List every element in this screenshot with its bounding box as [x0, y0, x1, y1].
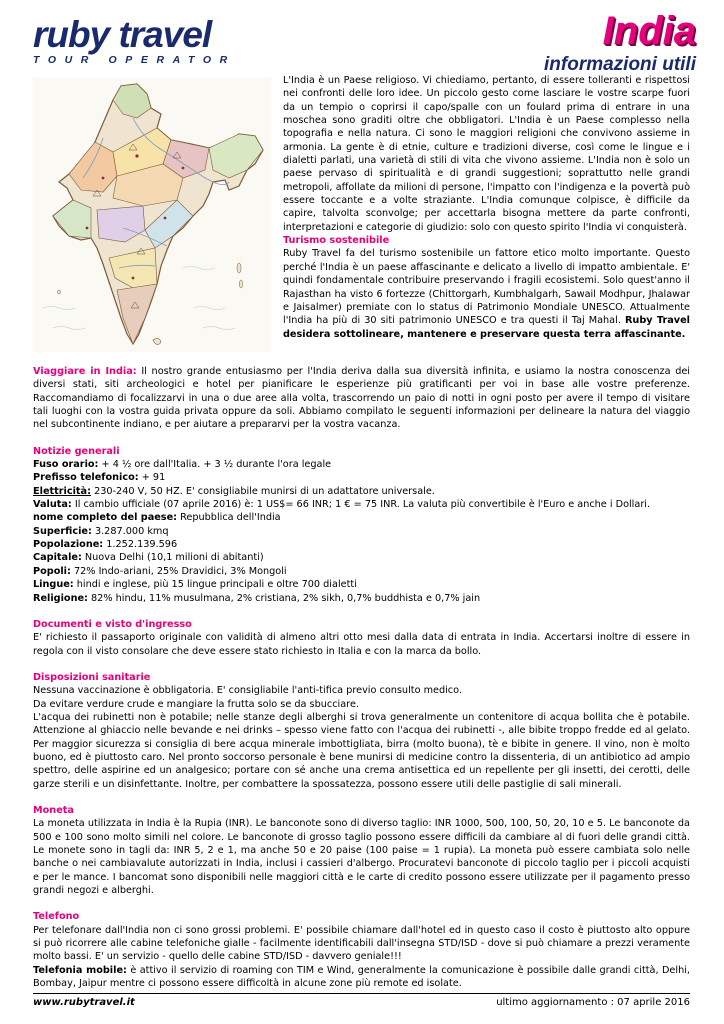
info-row — [33, 498, 690, 511]
sanitarie-heading: Disposizioni sanitarie — [33, 671, 151, 683]
info-row — [33, 485, 690, 498]
info-value: Repubblica dell'India — [177, 512, 281, 524]
info-row — [33, 471, 690, 484]
viaggiare-paragraph — [33, 365, 690, 432]
section-telefono — [33, 910, 690, 990]
viaggiare-text: Il nostro grande entusiasmo per l'India deriva dalla sua diversità infinita, e usiamo la nostra conoscenza dei diversi stati, siti archeologici e hotel per pianificare le esperienze più gratificanti per voi in base alle vostre preferenze. Raccomandiamo di focalizzarvi in una o due aree alla volta, trascorrendo un paio di notti in ogni posto per avere il tempo di visitare tali luoghi con la vostra guida privata oppure da soli. Abbiamo compilato le seguenti informazioni per delineare la natura del viaggio nel subcontinente indiano, e per aiutare a prepararvi per la vostra vacanza. — [33, 366, 691, 431]
logo-tagline: TOUR OPERATOR — [33, 54, 236, 66]
moneta-heading: Moneta — [33, 804, 74, 816]
info-value: 3.287.000 kmq — [91, 525, 169, 537]
mobile-label: Telefonia mobile: — [33, 964, 127, 976]
info-row — [33, 458, 690, 471]
sustainable-body: Ruby Travel fa del turismo sostenibile un fattore etico molto importante. Questo perché l'India è un paese affascinante e delicato a livello di impatto ambientale. E' quindi fondamentale contribuire preservando i fragili ecosistemi. Solo quest'anno il Rajasthan ha visto 6 fortezze (Chittorgarh, Kumbhalgarh, Sawail Modhpur, Jhalawar e Jaisalmer) premiate con lo status di Patrimonio Mondiale UNESCO. Attualmente l'India ha più di 30 siti patrimonio UNESCO e tra questi il Taj Mahal. — [283, 248, 690, 327]
info-row — [33, 538, 690, 551]
telefonia-mobile — [33, 964, 690, 991]
info-value: hindi e inglese, più 15 lingue principali e oltre 700 dialetti — [73, 579, 357, 591]
info-row — [33, 565, 690, 578]
info-label: Capitale: — [33, 552, 82, 564]
info-row — [33, 551, 690, 564]
ruby-travel-logo — [33, 16, 248, 68]
sustainable-bold: Ruby Travel desidera sottolineare, mantenere e preservare questa terra affascinante. — [283, 315, 690, 340]
mobile-text: è attivo il servizio di roaming con TIM e Wind, generalmente la comunicazione è possibile dalle grandi città, Delhi, Bombay, Jaipur mentre ci possono essere difficoltà in alcune zone più remote ed isolate. — [33, 964, 690, 990]
india-map-image — [33, 78, 271, 352]
section-notizie — [33, 445, 690, 605]
viaggiare-label: Viaggiare in India: — [33, 366, 137, 377]
sanitarie-line2: Da evitare verdure crude e mangiare la frutta solo se da sbucciare. — [33, 698, 359, 710]
logo-name: ruby travel — [33, 14, 212, 55]
moneta-text: La moneta utilizzata in India è la Rupia (INR). Le banconote sono di diverso taglio: INR 1000, 500, 100, 50, 20, 10 e 5. Le banconote da 500 e 100 sono molto simili nel colore. Le banconote di grosso taglio possono essere difficili da cambiare al di fuori delle grandi città. Le monete sono in tagli da: INR 5, 2 e 1, ma anche 50 e 20 paise (100 paise = 1 rupia). La moneta può essere cambiata solo nelle banche o nei cambiavalute autorizzati in India, inclusi i cassieri d'albergo. Procuratevi banconote di piccolo taglio per i piccoli acquisti e per le mance. I bancomat sono disponibili nelle maggiori città e le carte di credito possono essere utilizzate per il pagamento presso grandi negozi e alberghi. — [33, 818, 690, 897]
info-label: Religione: — [33, 592, 88, 604]
main-content — [33, 365, 690, 990]
footer-website-link[interactable]: www.rubytravel.it — [33, 997, 135, 1008]
sanitarie-line1: Nessuna vaccinazione è obbligatoria. E' consigliabile l'anti-tifica previo consulto medico. — [33, 685, 462, 697]
section-sanitarie — [33, 671, 690, 791]
info-label: Valuta: — [33, 499, 72, 511]
info-label: Elettricità: — [33, 485, 91, 497]
info-value: 72% Indo-ariani, 25% Dravidici, 3% Mongoli — [70, 565, 287, 577]
info-row — [33, 525, 690, 538]
info-label: Popoli: — [33, 565, 71, 577]
info-value: 82% hindu, 11% musulmana, 2% cristiana, 2% sikh, 0,7% buddhista e 0,7% jain — [87, 592, 481, 604]
info-row — [33, 578, 690, 591]
info-value: 1.252.139.596 — [103, 539, 178, 551]
page-title: India — [602, 9, 696, 53]
section-documenti — [33, 618, 690, 658]
notizie-heading: Notizie generali — [33, 445, 120, 457]
info-label: Lingue: — [33, 579, 74, 591]
info-label: Superficie: — [33, 525, 92, 537]
sanitarie-text: L'acqua dei rubinetti non è potabile; nelle stanze degli alberghi si trova generalmente un contenitore di acqua bollita che è potabile. Attenzione al ghiaccio nelle bevande e nei drinks – spesso viene fatto con l'acqua dei rubinetti -, alle bibite troppo fredde ed al gelato. Per maggior sicurezza si consiglia di bere acqua minerale imbottigliata, birra (molto buona), tè e bibite in genere. Il vino, non è molto buono, ed è piuttosto caro. Nel pronto soccorso personale è bene munirsi di medicine contro la dissenteria, di un antibiotico ad ampio spettro, delle aspirine ed un analgesico; portare con sé anche una crema antisettica ed un repellente per gli insetti, dei cerotti, delle garze sterili e un disinfettante. Inoltre, per combattere la spossatezza, possono essere utili delle pastiglie di sali minerali. — [33, 711, 690, 790]
header — [544, 10, 696, 76]
info-label: nome completo del paese: — [33, 512, 178, 524]
info-row — [33, 511, 690, 524]
footer — [33, 993, 690, 1010]
section-moneta — [33, 804, 690, 897]
footer-updated: ultimo aggiornamento : 07 aprile 2016 — [496, 997, 690, 1008]
sustainable-text — [283, 247, 690, 340]
info-value: + 4 ½ ore dall'Italia. + 3 ½ durante l'ora legale — [98, 459, 332, 471]
documenti-heading: Documenti e visto d'ingresso — [33, 618, 192, 630]
info-label: Fuso orario: — [33, 459, 99, 471]
page-subtitle: informazioni utili — [544, 54, 696, 75]
intro-paragraph: L'India è un Paese religioso. Vi chiediamo, pertanto, di essere tolleranti e rispettosi nei confronti delle loro idee. Un piccolo gesto come lasciare le vostre scarpe fuori da un tempio o coprirsi il capo/spalle con un foulard prima di entrare in una moschea sono graditi oltre che obbligatori. L'India è un Paese complesso nella topografia e nella natura. Ci sono le maggiori religioni che convivono assieme in armonia. La gente è di etnie, culture e tradizioni diverse, così come le lingue e i dialetti parlati, una varietà di stili di vita che vivono assieme. L'India non è solo un paese pervaso di spiritualità e di grandi suggestioni; soprattutto nelle grandi metropoli, affollate da milioni di persone, l'impatto con l'indigenza e la povertà può essere toccante e a volte straziante. L'India comunque colpisce, è difficile da capire, talvolta sconvolge; per accettarla bisogna mettere da parte confronti, interpretazioni e categorie di giudizio: solo con questo spirito l'India vi conquisterà. — [283, 75, 690, 233]
info-value: Nuova Delhi (10,1 milioni di abitanti) — [81, 552, 264, 564]
info-value: Il cambio ufficiale (07 aprile 2016) è: 1 US$= 66 INR; 1 € = 75 INR. La valuta più convertibile è l'Euro e anche i Dollari. — [71, 499, 651, 511]
telefono-text: Per telefonare dall'India non ci sono grossi problemi. E' possibile chiamare dall'hotel ed in questo caso il costo è piuttosto alto oppure si può ricorrere alle cabine telefoniche gialle - facilmente identificabili dall'insegna STD/ISD - dove si può chiamare a prezzi veramente molto bassi. E' un servizio - quello delle cabine STD/ISD - davvero geniale!!! — [33, 924, 690, 963]
sustainable-heading: Turismo sostenibile — [283, 235, 390, 247]
telefono-heading: Telefono — [33, 911, 80, 923]
documenti-text: E' richiesto il passaporto originale con validità di almeno altri otto mesi dalla data di entrata in India. Accertarsi inoltre di essere in regola con il visto consolare che deve essere stato richiesto in Italia e con la marca da bollo. — [33, 632, 690, 657]
intro-column — [283, 74, 690, 341]
info-label: Prefisso telefonico: — [33, 472, 139, 484]
info-label: Popolazione: — [33, 539, 104, 551]
info-row — [33, 592, 690, 605]
info-value: + 91 — [138, 472, 166, 484]
info-value: 230-240 V, 50 HZ. E' consigliabile munirsi di un adattatore universale. — [90, 485, 435, 497]
